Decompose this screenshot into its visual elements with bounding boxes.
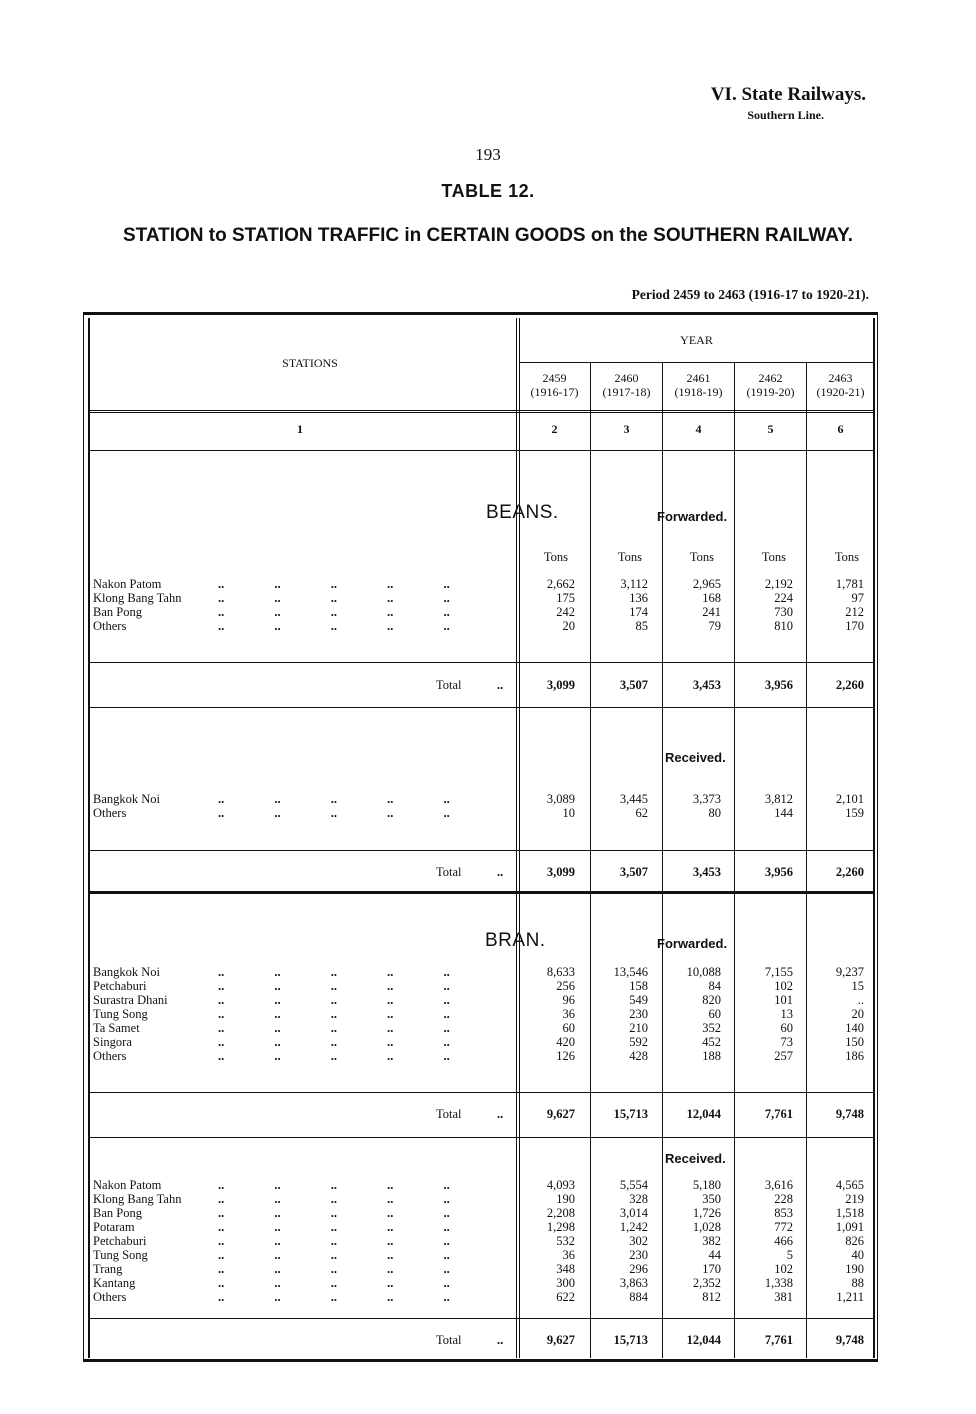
unit-label: Tons xyxy=(543,550,568,564)
total-rule xyxy=(89,1318,874,1319)
year-column-header: 2461 (1918-19) xyxy=(674,371,723,399)
column-number-rule xyxy=(89,450,874,451)
total-rule xyxy=(89,662,874,663)
table-label: TABLE 12. xyxy=(441,181,535,201)
year-header-rule xyxy=(519,362,874,363)
unit-label: Tons xyxy=(617,550,642,564)
commodity-title-beans: BEANS. xyxy=(486,502,559,523)
unit-label: Tons xyxy=(689,550,714,564)
column-number: 6 xyxy=(837,422,844,436)
total-rule xyxy=(89,1092,874,1093)
bran-forwarded-label: Forwarded. xyxy=(657,936,728,951)
column-number: 1 xyxy=(297,422,303,436)
commodity-title-bran: BRAN. xyxy=(485,930,546,951)
year-column-header: 2462 (1919-20) xyxy=(746,371,795,399)
column-number: 2 xyxy=(551,422,558,436)
total-rule xyxy=(89,707,874,708)
year-column-header: 2460 (1917-18) xyxy=(602,371,651,399)
period-label: Period 2459 to 2463 (1916-17 to 1920-21). xyxy=(631,287,869,302)
year-header: YEAR xyxy=(680,333,713,347)
bran-received-label: Received. xyxy=(665,1151,726,1166)
frame-rule-left xyxy=(88,318,90,1358)
year-column-header: 2463 (1920-21) xyxy=(816,371,865,399)
table-title: STATION to STATION TRAFFIC in CERTAIN GOODS on the SOUTHERN RAILWAY. xyxy=(122,225,854,246)
header-rule-double xyxy=(89,412,874,413)
stations-header: STATIONS xyxy=(282,356,338,370)
total-rule xyxy=(89,850,874,851)
beans-received-label: Received. xyxy=(665,750,726,765)
section-divider xyxy=(89,891,874,894)
section-header-subtitle: Southern Line. xyxy=(747,108,824,122)
year-column-header: 2459 (1916-17) xyxy=(530,371,579,399)
header-rule xyxy=(89,410,874,411)
page-number: 193 xyxy=(475,145,501,164)
column-number: 4 xyxy=(695,422,702,436)
column-number: 3 xyxy=(623,422,630,436)
unit-label: Tons xyxy=(834,550,859,564)
section-header-title: VI. State Railways. xyxy=(710,84,866,105)
unit-label: Tons xyxy=(761,550,786,564)
column-number: 5 xyxy=(767,422,774,436)
total-rule xyxy=(89,1137,874,1138)
frame-rule-right xyxy=(873,318,875,1358)
beans-forwarded-label: Forwarded. xyxy=(657,509,728,524)
